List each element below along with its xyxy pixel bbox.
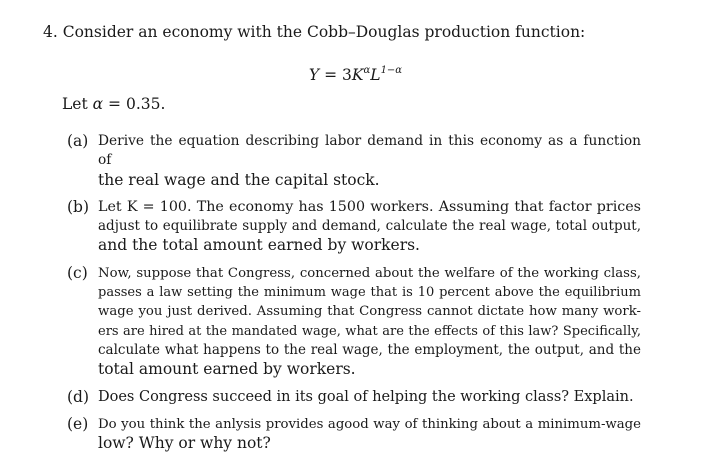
part-label: (d): [67, 387, 90, 406]
production-function-equation: [0, 60, 711, 86]
part-text-line: total amount earned by workers.: [98, 360, 356, 379]
problem-statement: [43, 22, 585, 42]
question-parts: [67, 132, 641, 453]
eq-labor: L: [370, 66, 381, 84]
given-prefix: Let: [62, 95, 88, 113]
problem-intro: Consider an economy with the Cobb–Douglas production function:: [62, 23, 586, 41]
given-value: = 0.35.: [108, 95, 166, 113]
part-text-line: the real wage and the capital stock.: [98, 170, 380, 189]
part-text-line: Do you think the anlysis provides agood way of thinking about a minimum-wage: [98, 416, 641, 432]
eq-lhs: Y: [308, 66, 320, 84]
part-text-line: ers are hired at the mandated wage, what are the effects of this law? Specifically,: [98, 323, 641, 339]
problem-number: 4.: [43, 23, 58, 41]
eq-equals: =: [324, 66, 338, 84]
part-text-line: Now, suppose that Congress, concerned about the welfare of the working class,: [98, 265, 641, 281]
part-text-line: and the total amount earned by workers.: [98, 236, 420, 255]
part-text-line: Let K = 100. The economy has 1500 workers. Assuming that factor prices: [98, 198, 641, 215]
part-label: (b): [67, 197, 90, 216]
part-text-line: Derive the equation describing labor demand in this economy as a function of: [98, 133, 641, 169]
part-a: [67, 132, 641, 190]
part-text-line: wage you just derived. Assuming that Congress cannot dictate how many work-: [98, 304, 641, 320]
part-c: [67, 264, 641, 380]
eq-coefficient: 3: [342, 66, 352, 84]
part-label: (e): [67, 414, 89, 433]
part-text-line: Does Congress succeed in its goal of helping the working class? Explain.: [98, 388, 634, 405]
given-parameter: [62, 94, 165, 114]
part-text-line: low? Why or why not?: [98, 434, 271, 453]
part-label: (a): [67, 132, 89, 150]
part-b: [67, 198, 641, 256]
eq-capital: K: [351, 66, 364, 84]
part-d: [67, 388, 641, 407]
given-variable: α: [92, 95, 104, 113]
eq-capital-exponent: α: [363, 65, 371, 76]
part-e: [67, 415, 641, 453]
part-text-line: adjust to equilibrate supply and demand, calculate the real wage, total output,: [98, 218, 641, 235]
part-text-line: calculate what happens to the real wage, the employment, the output, and the: [98, 341, 641, 358]
eq-labor-exponent: 1−α: [380, 65, 403, 76]
part-label: (c): [67, 263, 88, 282]
part-text-line: passes a law setting the minimum wage that is 10 percent above the equilibrium: [98, 285, 641, 301]
